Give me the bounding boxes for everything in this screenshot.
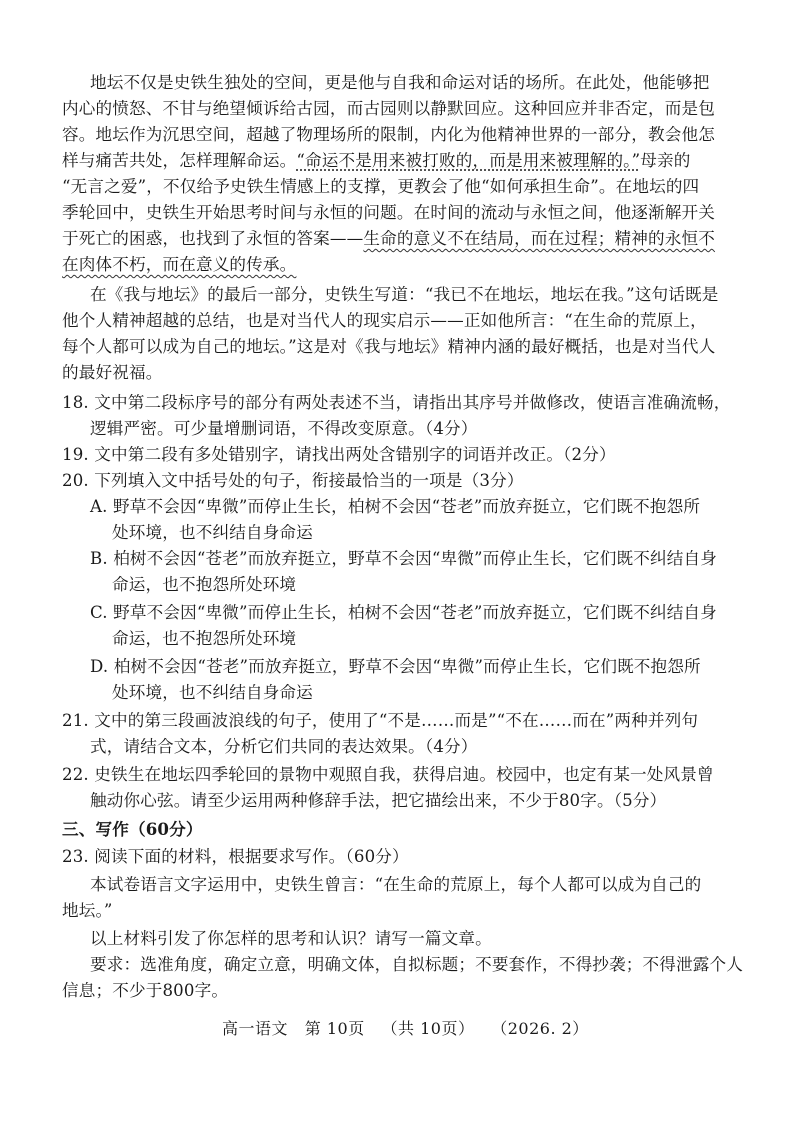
question-23: 23. 阅读下面的材料，根据要求写作。（60分） xyxy=(62,847,409,866)
option-b: B. 柏树不会因“苍老”而放弃挺立，野草不会因“卑微”而停止生长，它们既不纠结自身 xyxy=(90,549,718,568)
essay-line: 地坛不仅是史铁生独处的空间，更是他与自我和命运对话的场所。在此处，他能够把 xyxy=(90,73,710,92)
footer-page-number: 第 10页 xyxy=(304,1019,365,1038)
question-20: 20. 下列填入文中括号处的句子，衔接最恰当的一项是（3分） xyxy=(62,471,524,490)
question-18-cont: 逻辑严密。可少量增删词语，不得改变原意。（4分） xyxy=(90,419,478,438)
question-21: 21. 文中的第三段画波浪线的句子，使用了“不是……而是”“不在……而在”两种并列句 xyxy=(62,711,699,730)
option-c: C. 野草不会因“卑微”而停止生长，柏树不会因“苍老”而放弃挺立，它们既不纠结自身 xyxy=(90,603,717,622)
essay-line: 他个人精神超越的总结，也是对当代人的现实启示——正如他所言：“在生命的荒原上， xyxy=(62,311,707,330)
essay-line: 于死亡的困惑，也找到了永恒的答案—— xyxy=(62,229,364,248)
essay-line: 内心的愤怒、不甘与绝望倾诉给古园，而古园则以静默回应。这种回应并非否定，而是包 xyxy=(62,99,716,118)
question-22: 22. 史铁生在地坛四季轮回的景物中观照自我，获得启迪。校园中，也定有某一处风景曾 xyxy=(62,765,714,784)
option-b-cont: 命运，也不抱怨所处环境 xyxy=(112,575,297,594)
essay-line: 季轮回中，史铁生开始思考时间与永恒的问题。在时间的流动与永恒之间，他逐渐解开关 xyxy=(62,203,716,222)
option-a: A. 野草不会因“卑微”而停止生长，柏树不会因“苍老”而放弃挺立，它们既不抱怨所 xyxy=(90,497,701,516)
essay-line: 每个人都可以成为自己的地坛。”这是对《我与地坛》精神内涵的最好概括，也是对当代人 xyxy=(62,337,716,356)
prompt-line: 以上材料引发了你怎样的思考和认识？请写一篇文章。 xyxy=(90,929,492,948)
essay-line-with-wavy xyxy=(62,254,296,276)
question-22-cont: 触动你心弦。请至少运用两种修辞手法，把它描绘出来，不少于80字。（5分） xyxy=(90,791,667,810)
essay-line-with-quote xyxy=(62,150,691,172)
footer-subject: 高一语文 xyxy=(222,1019,289,1038)
question-18: 18. 文中第二段标序号的部分有两处表述不当，请指出其序号并做修改，使语言准确流畅， xyxy=(62,393,731,412)
wavy-underlined-sentence: 在肉体不朽，而在意义的传承。 xyxy=(62,255,297,274)
essay-line: 母亲的 xyxy=(640,151,691,170)
essay-line: “无言之爱”，不仅给予史铁生情感上的支撑，更教会了他“如何承担生命”。在地坛的四 xyxy=(62,177,700,196)
question-19: 19. 文中第二段有多处错别字，请找出两处含错别字的词语并改正。（2分） xyxy=(62,445,616,464)
wavy-underlined-sentence: 生命的意义不在结局，而在过程；精神的永恒不 xyxy=(363,229,716,248)
question-21-cont: 式，请结合文本，分析它们共同的表达效果。（4分） xyxy=(90,737,478,756)
option-a-cont: 处环境，也不纠结自身命运 xyxy=(112,523,313,542)
page-footer xyxy=(222,1018,589,1040)
requirement-line: 要求：选准角度，确定立意，明确文体，自拟标题；不要套作，不得抄袭；不得泄露个人 xyxy=(90,955,744,974)
footer-total-pages: （共 10页） xyxy=(381,1019,475,1038)
essay-line: 样与痛苦共处，怎样理解命运。 xyxy=(62,151,297,170)
essay-line: 在《我与地坛》的最后一部分，史铁生写道：“我已不在地坛，地坛在我。”这句话既是 xyxy=(90,285,719,304)
option-d: D. 柏树不会因“苍老”而放弃挺立，野草不会因“卑微”而停止生长，它们既不抱怨所 xyxy=(90,657,701,676)
option-c-cont: 命运，也不抱怨所处环境 xyxy=(112,629,297,648)
option-d-cont: 处环境，也不纠结自身命运 xyxy=(112,683,313,702)
material-line: 地坛。” xyxy=(62,901,113,920)
section-heading: 三、写作（60分） xyxy=(62,819,203,839)
requirement-line: 信息；不少于800字。 xyxy=(62,981,229,1000)
material-line: 本试卷语言文字运用中，史铁生曾言：“在生命的荒原上，每个人都可以成为自己的 xyxy=(90,875,702,894)
essay-line: 的最好祝福。 xyxy=(62,363,163,382)
essay-line-with-wavy xyxy=(62,228,715,250)
underlined-quote: “命运不是用来被打败的，而是用来被理解的。” xyxy=(296,151,641,170)
essay-line: 容。地坛作为沉思空间，超越了物理场所的限制，内化为他精神世界的一部分，教会他怎 xyxy=(62,125,716,144)
footer-date: （2026. 2） xyxy=(491,1019,589,1038)
